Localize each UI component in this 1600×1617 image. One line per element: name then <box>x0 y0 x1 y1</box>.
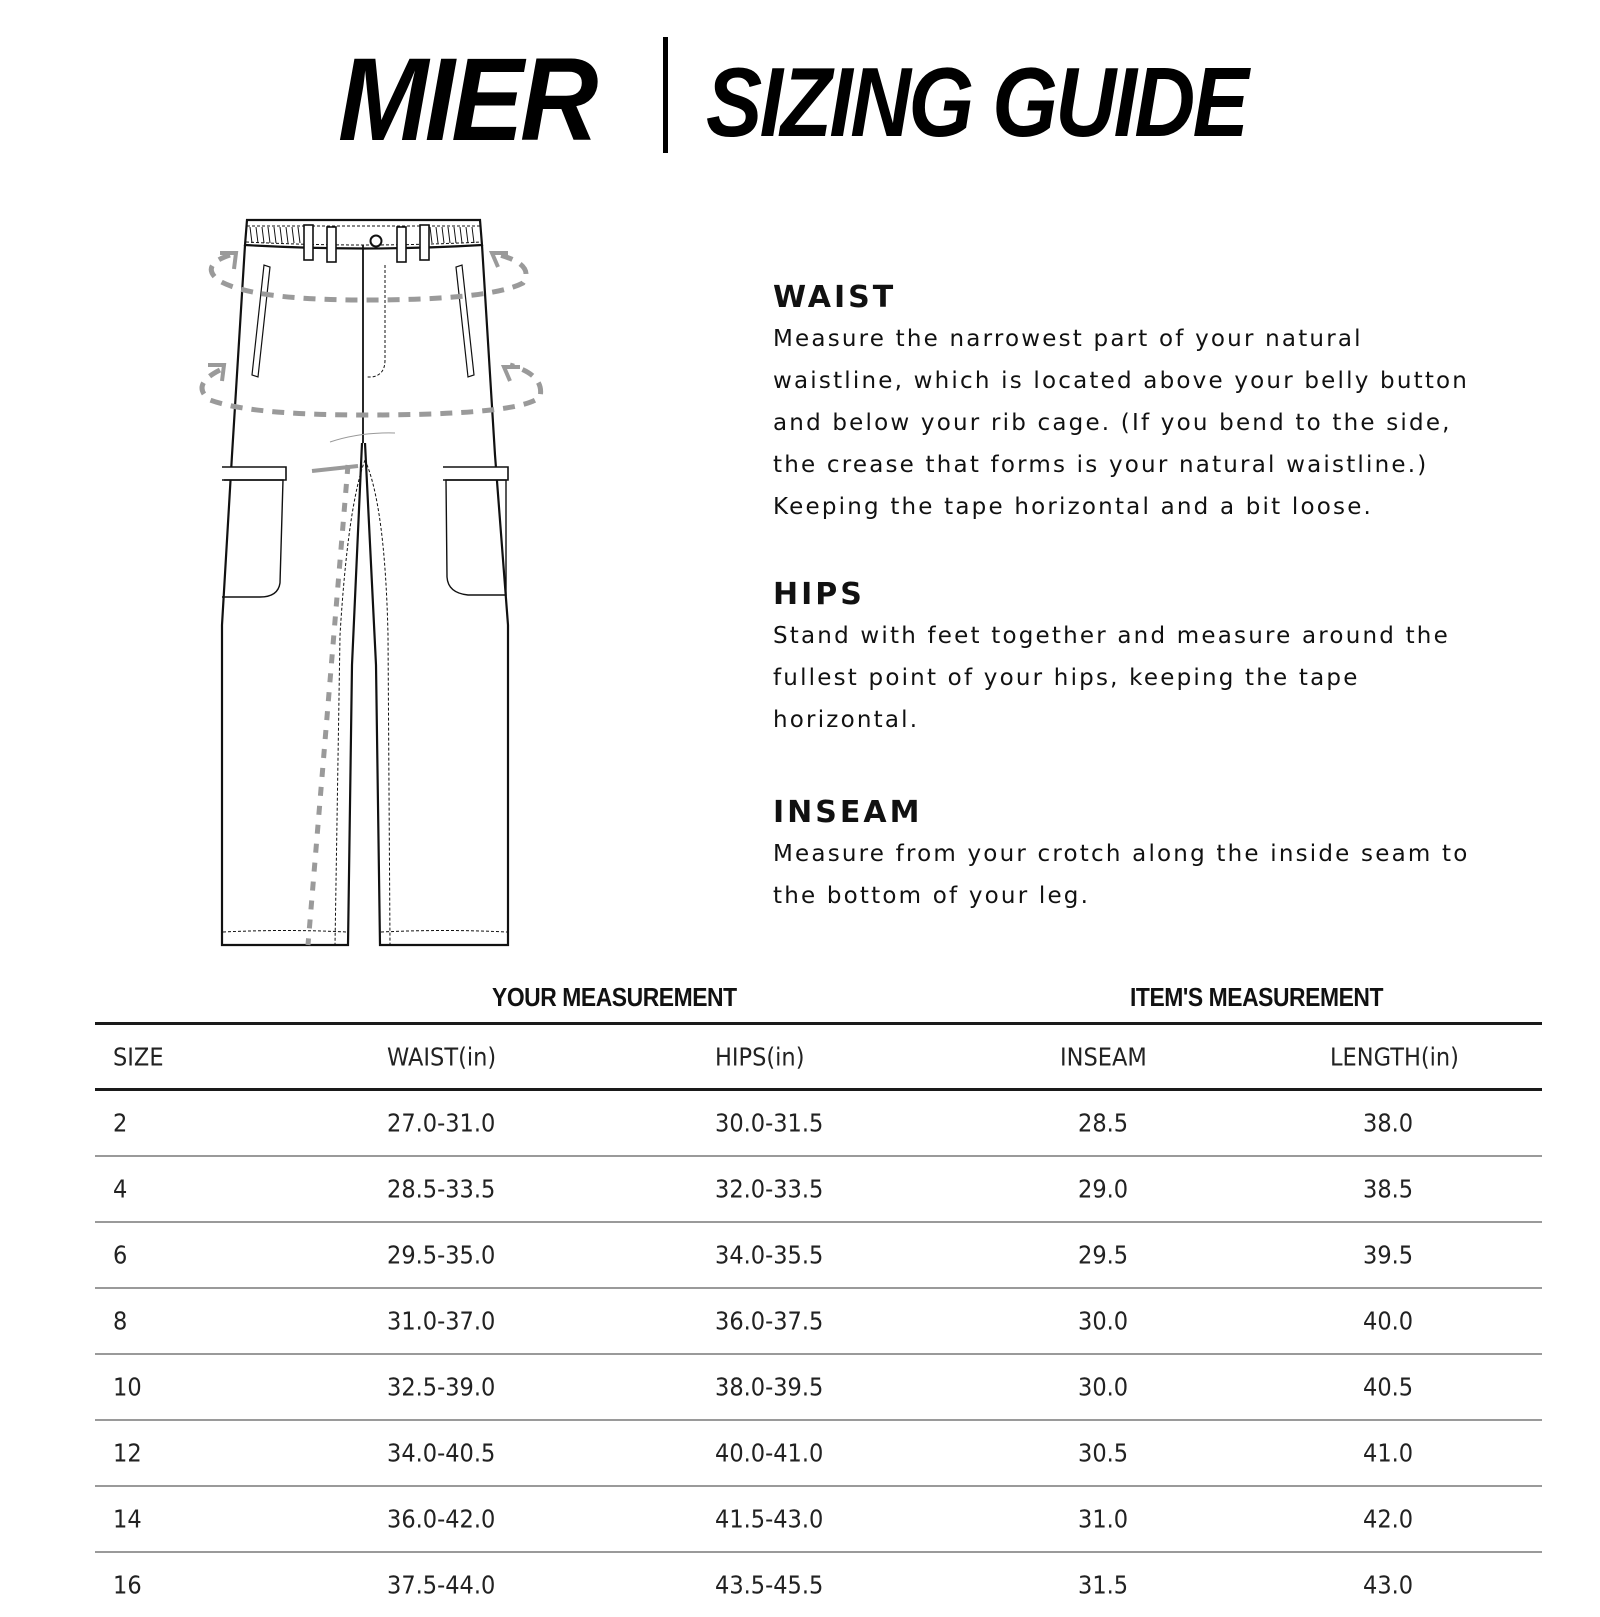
cell-waist: 29.5-35.0 <box>387 1240 496 1270</box>
cell-size: 10 <box>113 1372 142 1402</box>
cell-inseam: 30.0 <box>1078 1372 1129 1402</box>
cell-size: 2 <box>113 1108 128 1138</box>
cell-waist: 27.0-31.0 <box>387 1108 496 1138</box>
cell-length: 43.0 <box>1363 1570 1414 1600</box>
brand-logo: MIER <box>338 34 595 166</box>
column-header-hips: HIPS(in) <box>715 1042 805 1071</box>
table-row <box>95 1355 1542 1419</box>
header-divider <box>663 37 668 153</box>
cell-hips: 30.0-31.5 <box>715 1108 824 1138</box>
page-title: SIZING GUIDE <box>706 47 1247 157</box>
pants-illustration <box>190 205 570 975</box>
column-header-size: SIZE <box>113 1042 164 1071</box>
table-row <box>95 1289 1542 1353</box>
column-header-inseam: INSEAM <box>1060 1042 1147 1071</box>
inseam-line: Measure from your crotch along the inside seam to <box>773 841 1470 867</box>
cell-waist: 37.5-44.0 <box>387 1570 496 1600</box>
table-row <box>95 1487 1542 1551</box>
cell-inseam: 29.0 <box>1078 1174 1129 1204</box>
cell-inseam: 29.5 <box>1078 1240 1129 1270</box>
waist-heading: WAIST <box>773 280 897 315</box>
table-row <box>95 1157 1542 1221</box>
waist-line: Measure the narrowest part of your natural <box>773 326 1363 352</box>
table-row <box>95 1421 1542 1485</box>
table-header-row <box>95 1025 1542 1088</box>
cell-inseam: 28.5 <box>1078 1108 1129 1138</box>
cell-hips: 38.0-39.5 <box>715 1372 824 1402</box>
cell-hips: 43.5-45.5 <box>715 1570 824 1600</box>
cell-waist: 36.0-42.0 <box>387 1504 496 1534</box>
page-header <box>0 30 1600 170</box>
cell-length: 41.0 <box>1363 1438 1414 1468</box>
your-measurement-label: YOUR MEASUREMENT <box>492 982 737 1012</box>
cell-inseam: 30.0 <box>1078 1306 1129 1336</box>
hips-line: horizontal. <box>773 707 920 733</box>
cell-hips: 41.5-43.0 <box>715 1504 824 1534</box>
cell-inseam: 30.5 <box>1078 1438 1129 1468</box>
cell-size: 12 <box>113 1438 142 1468</box>
cell-hips: 34.0-35.5 <box>715 1240 824 1270</box>
cell-length: 38.5 <box>1363 1174 1414 1204</box>
items-measurement-label: ITEM'S MEASUREMENT <box>1130 982 1384 1012</box>
cell-hips: 40.0-41.0 <box>715 1438 824 1468</box>
table-group-labels <box>0 982 1600 1016</box>
cell-size: 6 <box>113 1240 128 1270</box>
cell-waist: 31.0-37.0 <box>387 1306 496 1336</box>
waist-line: the crease that forms is your natural waistline.) <box>773 452 1429 478</box>
inseam-line: the bottom of your leg. <box>773 883 1091 909</box>
cell-length: 40.5 <box>1363 1372 1414 1402</box>
cell-length: 39.5 <box>1363 1240 1414 1270</box>
cell-length: 40.0 <box>1363 1306 1414 1336</box>
cell-size: 16 <box>113 1570 142 1600</box>
waist-line: Keeping the tape horizontal and a bit loose. <box>773 494 1374 520</box>
hips-line: Stand with feet together and measure around the <box>773 623 1450 649</box>
cell-hips: 32.0-33.5 <box>715 1174 824 1204</box>
column-header-waist: WAIST(in) <box>387 1042 497 1071</box>
cell-hips: 36.0-37.5 <box>715 1306 824 1336</box>
hips-line: fullest point of your hips, keeping the tape <box>773 665 1360 691</box>
cell-size: 14 <box>113 1504 142 1534</box>
guide-waist <box>773 278 1469 528</box>
cell-waist: 28.5-33.5 <box>387 1174 496 1204</box>
guide-hips <box>773 575 1450 741</box>
cell-length: 42.0 <box>1363 1504 1414 1534</box>
cell-waist: 32.5-39.0 <box>387 1372 496 1402</box>
table-row <box>95 1223 1542 1287</box>
column-header-length: LENGTH(in) <box>1330 1042 1459 1071</box>
waist-line: and below your rib cage. (If you bend to the side, <box>773 410 1452 436</box>
cell-size: 4 <box>113 1174 128 1204</box>
guide-inseam <box>773 793 1469 917</box>
waist-line: waistline, which is located above your belly button <box>773 368 1470 394</box>
table-row <box>95 1091 1542 1155</box>
cell-length: 38.0 <box>1363 1108 1414 1138</box>
size-table <box>95 1022 1542 1617</box>
cell-size: 8 <box>113 1306 128 1336</box>
cell-waist: 34.0-40.5 <box>387 1438 496 1468</box>
cell-inseam: 31.5 <box>1078 1570 1129 1600</box>
hips-heading: HIPS <box>773 577 865 612</box>
table-row <box>95 1553 1542 1617</box>
cell-inseam: 31.0 <box>1078 1504 1129 1534</box>
inseam-heading: INSEAM <box>773 795 923 830</box>
